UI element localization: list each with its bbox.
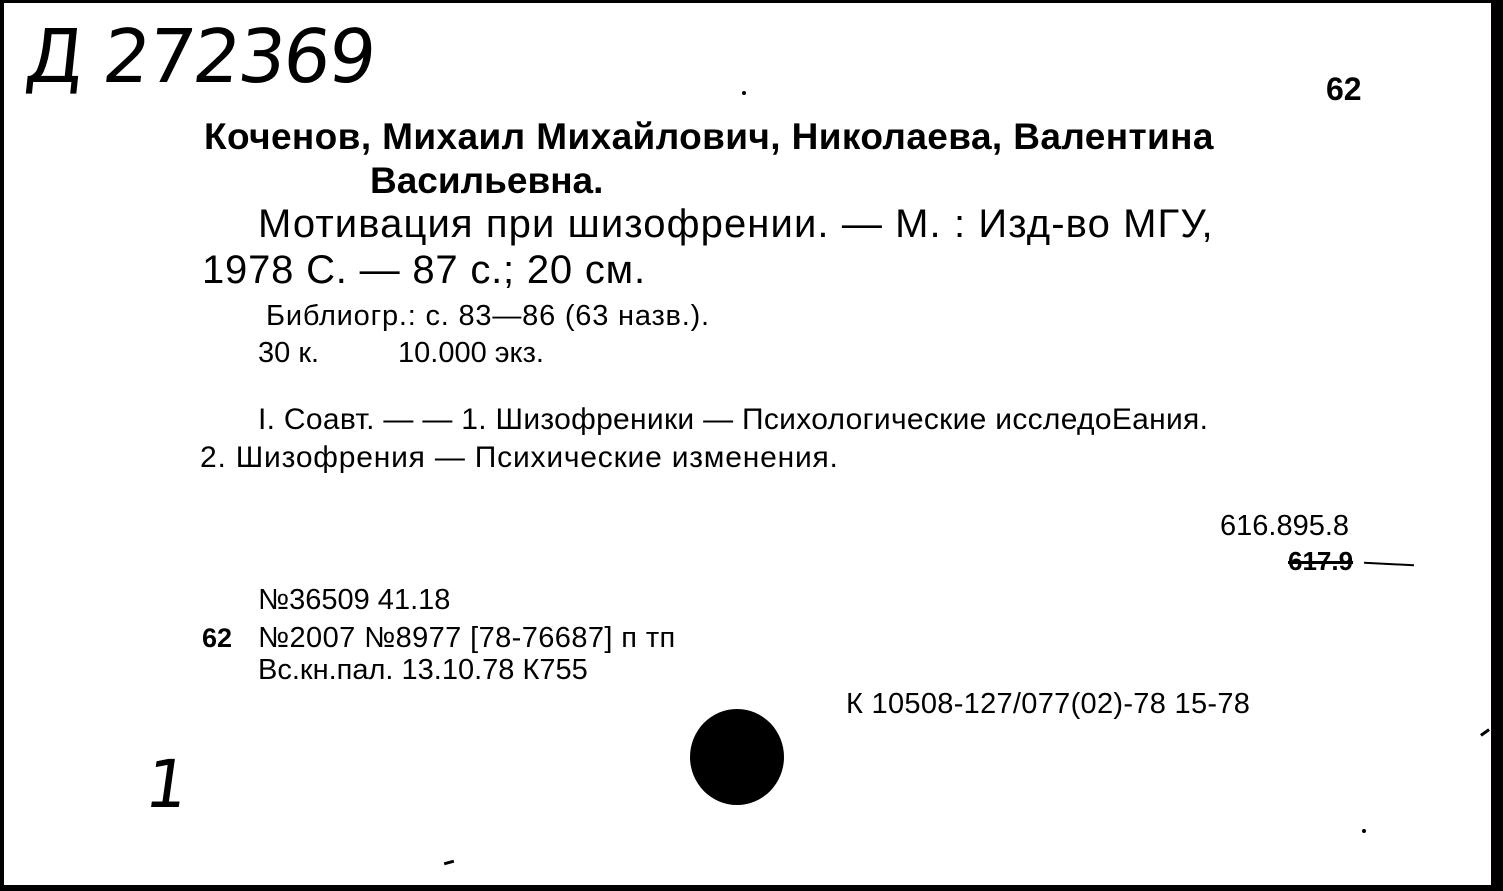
authors-line-1: Коченов, Михаил Михайлович, Николаева, Валентина [204, 116, 1214, 157]
print-run: 10.000 экз. [398, 337, 544, 369]
title-line-2: 1978 С. — 87 с.; 20 см. [202, 248, 646, 292]
handwritten-call-number: Д 272369 [21, 14, 379, 100]
udc-number: 616.895.8 [1220, 510, 1350, 542]
strike-line [1364, 562, 1414, 567]
udc-crossed-out: 617.9 [1288, 546, 1354, 576]
record-registry: №2007 №8977 [78-76687] п тп [258, 622, 676, 654]
stray-mark [742, 91, 746, 95]
record-number: №36509 41.18 [258, 584, 451, 616]
authors-line-2: Васильевна. [370, 160, 604, 201]
punch-hole [690, 709, 784, 805]
title-line-1: Мотивация при шизофрении. — М. : Изд-во МГУ, [258, 202, 1214, 246]
stray-mark [1480, 728, 1490, 736]
handwritten-mark: 1 [140, 746, 194, 823]
subjects-line-1: I. Соавт. — — 1. Шизофреники — Психологические исследоЕания. [258, 403, 1209, 436]
bibliography-note: Библиогр.: с. 83—86 (63 назв.). [266, 300, 710, 332]
subjects-line-2: 2. Шизофрения — Психические изменения. [200, 441, 839, 474]
record-prefix: 62 [202, 623, 233, 653]
corner-number: 62 [1326, 71, 1362, 107]
chamber-date: Вс.кн.пал. 13.10.78 К755 [258, 654, 588, 686]
catalog-code: К 10508-127/077(02)-78 15-78 [846, 688, 1251, 720]
stray-mark [444, 860, 454, 865]
price: 30 к. [258, 337, 320, 369]
stray-mark [1362, 829, 1366, 833]
